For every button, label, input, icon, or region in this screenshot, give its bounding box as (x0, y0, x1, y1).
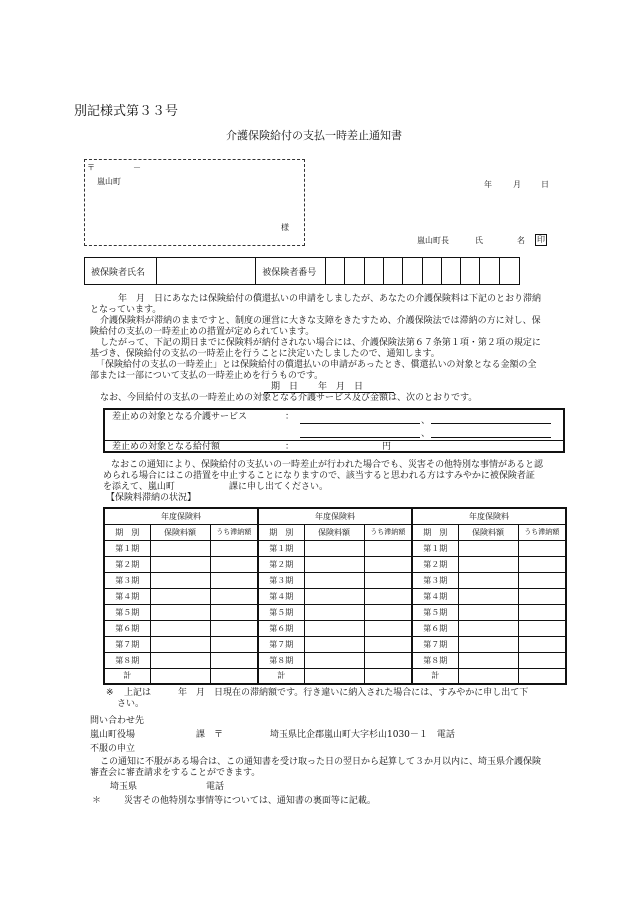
fee-cell[interactable] (304, 636, 364, 652)
number-digit[interactable] (480, 258, 499, 284)
number-digit[interactable] (461, 258, 480, 284)
suspension-service-box (103, 408, 565, 453)
section-title: 【保険料滞納の状況】 (106, 493, 197, 503)
arrears-cell[interactable] (518, 588, 566, 604)
number-digit[interactable] (345, 258, 364, 284)
appeal-line2: 審査会に審査請求をすることができます。 (90, 768, 261, 778)
col-fee: 保険料額 (150, 524, 210, 540)
address-town: 嵐山町 (97, 177, 121, 186)
arrears-cell[interactable] (364, 588, 412, 604)
arrears-cell[interactable] (210, 556, 258, 572)
deadline-date: 年 月 日 (318, 382, 364, 392)
period-label: 第８期 (412, 652, 458, 668)
arrears-cell[interactable] (364, 604, 412, 620)
total-row (104, 668, 566, 684)
fee-cell[interactable] (150, 668, 210, 684)
period-label: 第１期 (104, 540, 150, 556)
period-label: 第４期 (104, 588, 150, 604)
col-period: 期 別 (104, 524, 150, 540)
period-label: 第１期 (412, 540, 458, 556)
period-label: 第８期 (258, 652, 304, 668)
form-number: 別記様式第３３号 (74, 104, 179, 119)
period-label: 第５期 (258, 604, 304, 620)
period-label: 第５期 (412, 604, 458, 620)
table-row (104, 652, 566, 668)
year-header-1: 年度保険料 (104, 508, 258, 524)
period-label: 第２期 (412, 556, 458, 572)
body-p1-line2: となっています。 (90, 305, 162, 315)
service-sep-2: 、 (421, 429, 431, 439)
table-row (104, 636, 566, 652)
arrears-cell[interactable] (210, 604, 258, 620)
fee-cell[interactable] (304, 652, 364, 668)
contact-office: 嵐山町役場 (90, 730, 136, 740)
table-row (104, 556, 566, 572)
number-digit[interactable] (442, 258, 461, 284)
arrears-cell[interactable] (210, 668, 258, 684)
prefecture-phone: 電話 (206, 782, 225, 792)
period-label: 第４期 (258, 588, 304, 604)
fee-cell[interactable] (304, 540, 364, 556)
fee-cell[interactable] (304, 604, 364, 620)
year-header-2: 年度保険料 (258, 508, 412, 524)
period-label: 第３期 (104, 572, 150, 588)
fee-cell[interactable] (304, 572, 364, 588)
col-arrears: うち滞納額 (364, 524, 412, 540)
table-row (104, 540, 566, 556)
deadline-label: 期 日 (271, 382, 299, 392)
note-line2: さい。 (117, 699, 145, 709)
address-box (84, 159, 305, 246)
sender-mei: 名 (517, 236, 525, 245)
period-label: 第６期 (258, 620, 304, 636)
period-label: 第６期 (104, 620, 150, 636)
service-line-2[interactable] (431, 423, 551, 424)
date-month: 月 (513, 180, 521, 189)
fee-cell[interactable] (150, 572, 210, 588)
arrears-cell[interactable] (364, 652, 412, 668)
fee-cell[interactable] (304, 668, 364, 684)
prefecture: 埼玉県 (110, 782, 138, 792)
body-p5: なお、今回給付の支払の一時差止めの対象となる介護サービス及び金額は、次のとおりです。 (100, 393, 478, 403)
total-label: 計 (258, 668, 304, 684)
body-p2-line1: 介護保険料が滞納のままですと、制度の運営に大きな支障をきたすため、介護保険法では滞納の方に対し、保 (100, 316, 541, 326)
service-line-4[interactable] (431, 437, 551, 438)
fee-cell[interactable] (304, 620, 364, 636)
number-digit[interactable] (423, 258, 442, 284)
insured-number-label: 被保険者番号 (256, 258, 326, 284)
period-rows (104, 540, 566, 684)
fee-cell[interactable] (304, 556, 364, 572)
service-line-1[interactable] (300, 423, 420, 424)
arrears-cell[interactable] (518, 652, 566, 668)
body-p3-line1: したがって、下記の期日までに保険料が納付されない場合には、介護保険法第６７条第１項・第２項の規定に (100, 338, 541, 348)
contact-title: 問い合わせ先 (90, 716, 145, 726)
fee-cell[interactable] (458, 588, 518, 604)
date-day: 日 (541, 180, 549, 189)
seal-stamp: 印 (537, 235, 545, 244)
star-mark: ＊ (92, 796, 102, 806)
col-fee: 保険料額 (304, 524, 364, 540)
fee-cell[interactable] (458, 556, 518, 572)
period-label: 第３期 (412, 572, 458, 588)
fee-cell[interactable] (304, 588, 364, 604)
after-p6-line2: められる場合にはこの措置を中止することになりますので、該当すると思われる方はすみやかに被保険者証 (103, 471, 535, 481)
arrears-cell[interactable] (210, 652, 258, 668)
arrears-cell[interactable] (518, 572, 566, 588)
arrears-cell[interactable] (210, 540, 258, 556)
arrears-cell[interactable] (364, 572, 412, 588)
appeal-title: 不服の申立 (90, 744, 136, 754)
fee-cell[interactable] (150, 652, 210, 668)
fee-cell[interactable] (458, 652, 518, 668)
arrears-cell[interactable] (364, 540, 412, 556)
number-digit[interactable] (403, 258, 422, 284)
arrears-cell[interactable] (364, 668, 412, 684)
fee-cell[interactable] (458, 668, 518, 684)
period-label: 第５期 (104, 604, 150, 620)
table-row (104, 572, 566, 588)
arrears-cell[interactable] (518, 540, 566, 556)
number-digit[interactable] (500, 258, 519, 284)
star-text: 災害その他特別な事情等については、通知書の裏面等に記載。 (124, 796, 376, 806)
arrears-cell[interactable] (210, 620, 258, 636)
period-label: 第６期 (412, 620, 458, 636)
fee-cell[interactable] (150, 556, 210, 572)
sender-shi: 氏 (475, 236, 483, 245)
arrears-cell[interactable] (518, 620, 566, 636)
service-label: 差止めの対象となる介護サービス (112, 412, 248, 422)
service-colon: ： (285, 412, 295, 422)
body-p1-line1: 年 月 日にあなたは保険給付の償還払いの申請をしましたが、あなたの介護保険料は下記のとおり滞納 (118, 294, 542, 304)
fee-cell[interactable] (150, 636, 210, 652)
arrears-cell[interactable] (518, 636, 566, 652)
table-row (104, 588, 566, 604)
fee-cell[interactable] (458, 540, 518, 556)
table-row (104, 620, 566, 636)
amount-yen: 円 (382, 442, 392, 452)
arrears-cell[interactable] (364, 620, 412, 636)
arrears-cell[interactable] (210, 572, 258, 588)
after-p6-line3b: 課に申し出てください。 (229, 482, 329, 492)
contact-ka: 課 〒 (196, 730, 224, 740)
appeal-line1: この通知に不服がある場合は、この通知書を受け取った日の翌日から起算して３か月以内に、埼玉県介護保険 (100, 757, 542, 767)
period-label: 第４期 (412, 588, 458, 604)
number-digit[interactable] (365, 258, 384, 284)
addressee-honorific: 様 (281, 223, 289, 232)
amount-label: 差止めの対象となる給付額 (112, 442, 221, 452)
fee-cell[interactable] (458, 636, 518, 652)
col-arrears: うち滞納額 (210, 524, 258, 540)
arrears-cell[interactable] (210, 636, 258, 652)
body-p2-line2: 険給付の支払の一時差止めの措置が定められています。 (90, 327, 315, 337)
fee-cell[interactable] (150, 620, 210, 636)
sender-title: 嵐山町長 (417, 236, 449, 245)
date-year: 年 (484, 180, 492, 189)
amount-colon: ： (285, 442, 295, 452)
insured-name-field[interactable] (157, 258, 257, 284)
period-label: 第２期 (104, 556, 150, 572)
body-p3-line2: 基づき、保険給付の支払の一時差止を行うことに決定いたしましたので、通知します。 (90, 349, 440, 359)
period-label: 第７期 (258, 636, 304, 652)
year-header-3: 年度保険料 (412, 508, 566, 524)
fee-cell[interactable] (150, 540, 210, 556)
arrears-cell[interactable] (518, 556, 566, 572)
arrears-cell[interactable] (364, 556, 412, 572)
period-label: 第３期 (258, 572, 304, 588)
arrears-cell[interactable] (364, 636, 412, 652)
fee-cell[interactable] (458, 572, 518, 588)
fee-cell[interactable] (458, 604, 518, 620)
note-line1: 上記は 年 月 日現在の滞納額です。行き違いに納入された場合には、すみやかに申し出て下 (124, 688, 529, 698)
arrears-cell[interactable] (210, 588, 258, 604)
after-p6-line1: なおこの通知により、保険給付の支払いの一時差止が行われた場合でも、災害その他特別な事情があると認 (111, 460, 544, 470)
body-p4-line2: 部または一部について支払の一時差止めを行うものです。 (90, 371, 324, 381)
arrears-table (103, 507, 567, 685)
total-label: 計 (412, 668, 458, 684)
fee-cell[interactable] (458, 620, 518, 636)
service-line-3[interactable] (300, 437, 420, 438)
period-label: 第２期 (258, 556, 304, 572)
body-p4-line1: 「保険給付の支払の一時差止」とは保険給付の償還払いの申請があったとき、償還払いの対象となる金額の全 (96, 360, 537, 370)
total-label: 計 (104, 668, 150, 684)
col-fee: 保険料額 (458, 524, 518, 540)
contact-address: 埼玉県比企郡嵐山町大字杉山1030－１ 電話 (270, 730, 455, 740)
after-p6-line3a: を添えて、嵐山町 (103, 482, 175, 492)
period-label: 第８期 (104, 652, 150, 668)
insured-name-label: 被保険者氏名 (85, 258, 157, 284)
postal-mark: 〒 (87, 163, 95, 172)
service-sep-1: 、 (421, 416, 431, 426)
note-mark: ※ (106, 688, 114, 698)
fee-cell[interactable] (150, 604, 210, 620)
table-row (104, 604, 566, 620)
insured-info-box (84, 257, 520, 285)
col-period: 期 別 (258, 524, 304, 540)
period-label: 第７期 (104, 636, 150, 652)
arrears-cell[interactable] (518, 604, 566, 620)
period-label: 第１期 (258, 540, 304, 556)
number-digit[interactable] (326, 258, 345, 284)
postal-dash: － (133, 163, 141, 172)
col-period: 期 別 (412, 524, 458, 540)
period-label: 第７期 (412, 636, 458, 652)
fee-cell[interactable] (150, 588, 210, 604)
number-digit[interactable] (384, 258, 403, 284)
arrears-cell[interactable] (518, 668, 566, 684)
document-title: 介護保険給付の支払一時差止通知書 (226, 129, 402, 142)
col-arrears: うち滞納額 (518, 524, 566, 540)
